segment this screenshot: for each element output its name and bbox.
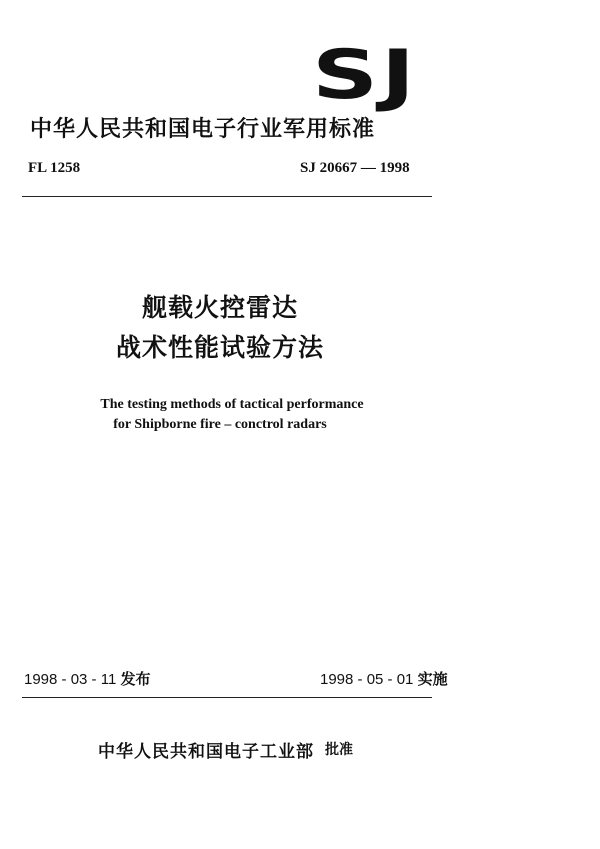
- sj-logo: SJ: [312, 36, 418, 115]
- standard-number: SJ 20667 — 1998: [300, 160, 410, 176]
- title-cn-line-1: 舰载火控雷达: [141, 293, 298, 322]
- implementation-date-value: 1998 - 05 - 01: [320, 671, 414, 688]
- implementation-date: [320, 668, 448, 689]
- issue-date-value: 1998 - 03 - 11: [24, 671, 117, 688]
- bottom-divider: [22, 697, 432, 698]
- implementation-label: 实施: [417, 670, 448, 688]
- approved-label: 批准: [325, 742, 353, 758]
- top-divider: [22, 196, 432, 197]
- title-cn-line-2: 战术性能试验方法: [115, 333, 324, 362]
- approving-ministry: 中华人民共和国电子工业部: [98, 742, 314, 762]
- title-en-line-2: for Shipborne fire – conctrol radars: [113, 417, 327, 432]
- issue-label: 发布: [120, 670, 151, 688]
- fl-code: FL 1258: [28, 160, 81, 176]
- issue-date: [24, 668, 150, 689]
- title-en-line-1: The testing methods of tactical performance: [100, 397, 364, 412]
- standard-title: 中华人民共和国电子行业军用标准: [30, 117, 376, 142]
